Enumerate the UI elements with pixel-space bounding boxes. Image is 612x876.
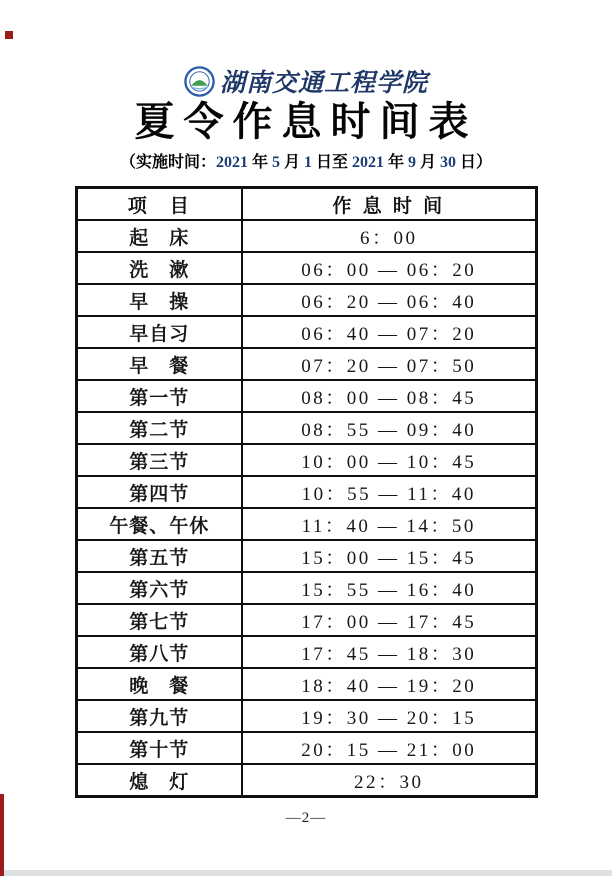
schedule-item-cell: 早 餐 (76, 348, 242, 380)
schedule-time-cell: 06：20 — 06：40 (242, 284, 536, 316)
table-row (76, 444, 536, 476)
schedule-time-cell: 18：40 — 19：20 (242, 668, 536, 700)
school-header (0, 64, 612, 98)
schedule-time-cell: 08：00 — 08：45 (242, 380, 536, 412)
table-row (76, 572, 536, 604)
schedule-item-cell: 第一节 (76, 380, 242, 412)
schedule-item-cell: 起 床 (76, 220, 242, 252)
subtitle-segment: 月 (416, 154, 441, 171)
table-row (76, 668, 536, 700)
schedule-time-cell: 10：55 — 11：40 (242, 476, 536, 508)
table-header-row (76, 188, 536, 221)
table-row (76, 316, 536, 348)
schedule-time-cell: 10：00 — 10：45 (242, 444, 536, 476)
schedule-table-body (76, 220, 536, 797)
table-row (76, 284, 536, 316)
schedule-time-cell: 17：45 — 18：30 (242, 636, 536, 668)
schedule-time-cell: 19：30 — 20：15 (242, 700, 536, 732)
subtitle-segment: 2021 (352, 154, 384, 171)
subtitle-segment: 日） (456, 154, 493, 171)
schedule-table (75, 186, 538, 798)
subtitle-segment: （实施时间： (119, 154, 216, 171)
page-title: 夏令作息时间表 (134, 100, 478, 144)
table-row (76, 508, 536, 540)
subtitle-segment: 9 (408, 154, 417, 171)
schedule-item-cell: 午餐、午休 (76, 508, 242, 540)
page-number: —2— (285, 810, 327, 826)
schedule-item-cell: 早 操 (76, 284, 242, 316)
schedule-time-cell: 20：15 — 21：00 (242, 732, 536, 764)
table-row (76, 636, 536, 668)
schedule-item-cell: 第九节 (76, 700, 242, 732)
school-name: 湖南交通工程学院 (219, 68, 428, 97)
schedule-time-cell: 08：55 — 09：40 (242, 412, 536, 444)
schedule-item-cell: 第八节 (76, 636, 242, 668)
schedule-item-cell: 洗 漱 (76, 252, 242, 284)
schedule-time-cell: 17：00 — 17：45 (242, 604, 536, 636)
schedule-time-cell: 15：55 — 16：40 (242, 572, 536, 604)
schedule-item-cell: 晚 餐 (76, 668, 242, 700)
header-item-column: 项 目 (76, 188, 242, 221)
table-row (76, 604, 536, 636)
schedule-item-cell: 第五节 (76, 540, 242, 572)
schedule-time-cell: 15：00 — 15：45 (242, 540, 536, 572)
table-row (76, 380, 536, 412)
schedule-item-cell: 熄 灯 (76, 764, 242, 797)
implementation-period (0, 153, 612, 173)
subtitle-segment: 30 (440, 154, 457, 171)
schedule-time-cell: 6：00 (242, 220, 536, 252)
subtitle-segment: 年 (384, 154, 409, 171)
schedule-time-cell: 06：00 — 06：20 (242, 252, 536, 284)
header-time-column: 作 息 时 间 (242, 188, 536, 221)
subtitle-segment: 日至 (311, 154, 352, 171)
table-row (76, 700, 536, 732)
schedule-time-cell: 07：20 — 07：50 (242, 348, 536, 380)
table-row (76, 764, 536, 797)
subtitle-segment: 1 (303, 154, 312, 171)
schedule-time-cell: 22：30 (242, 764, 536, 797)
table-row (76, 252, 536, 284)
subtitle-segment: 年 (247, 154, 272, 171)
table-row (76, 476, 536, 508)
school-logo-icon (184, 66, 215, 97)
schedule-time-cell: 06：40 — 07：20 (242, 316, 536, 348)
subtitle-segment: 2021 (215, 154, 248, 171)
schedule-item-cell: 第十节 (76, 732, 242, 764)
bottom-edge-strip (0, 870, 612, 876)
schedule-time-cell: 11：40 — 14：50 (242, 508, 536, 540)
table-row (76, 732, 536, 764)
subtitle-segment: 月 (279, 154, 304, 171)
table-row (76, 540, 536, 572)
table-row (76, 348, 536, 380)
schedule-item-cell: 第四节 (76, 476, 242, 508)
subtitle-segment: 5 (271, 154, 280, 171)
schedule-item-cell: 第二节 (76, 412, 242, 444)
schedule-item-cell: 第七节 (76, 604, 242, 636)
schedule-item-cell: 第三节 (76, 444, 242, 476)
schedule-item-cell: 早自习 (76, 316, 242, 348)
red-bar-artifact (0, 794, 4, 876)
red-square-artifact (5, 31, 13, 39)
table-row (76, 220, 536, 252)
schedule-item-cell: 第六节 (76, 572, 242, 604)
table-row (76, 412, 536, 444)
